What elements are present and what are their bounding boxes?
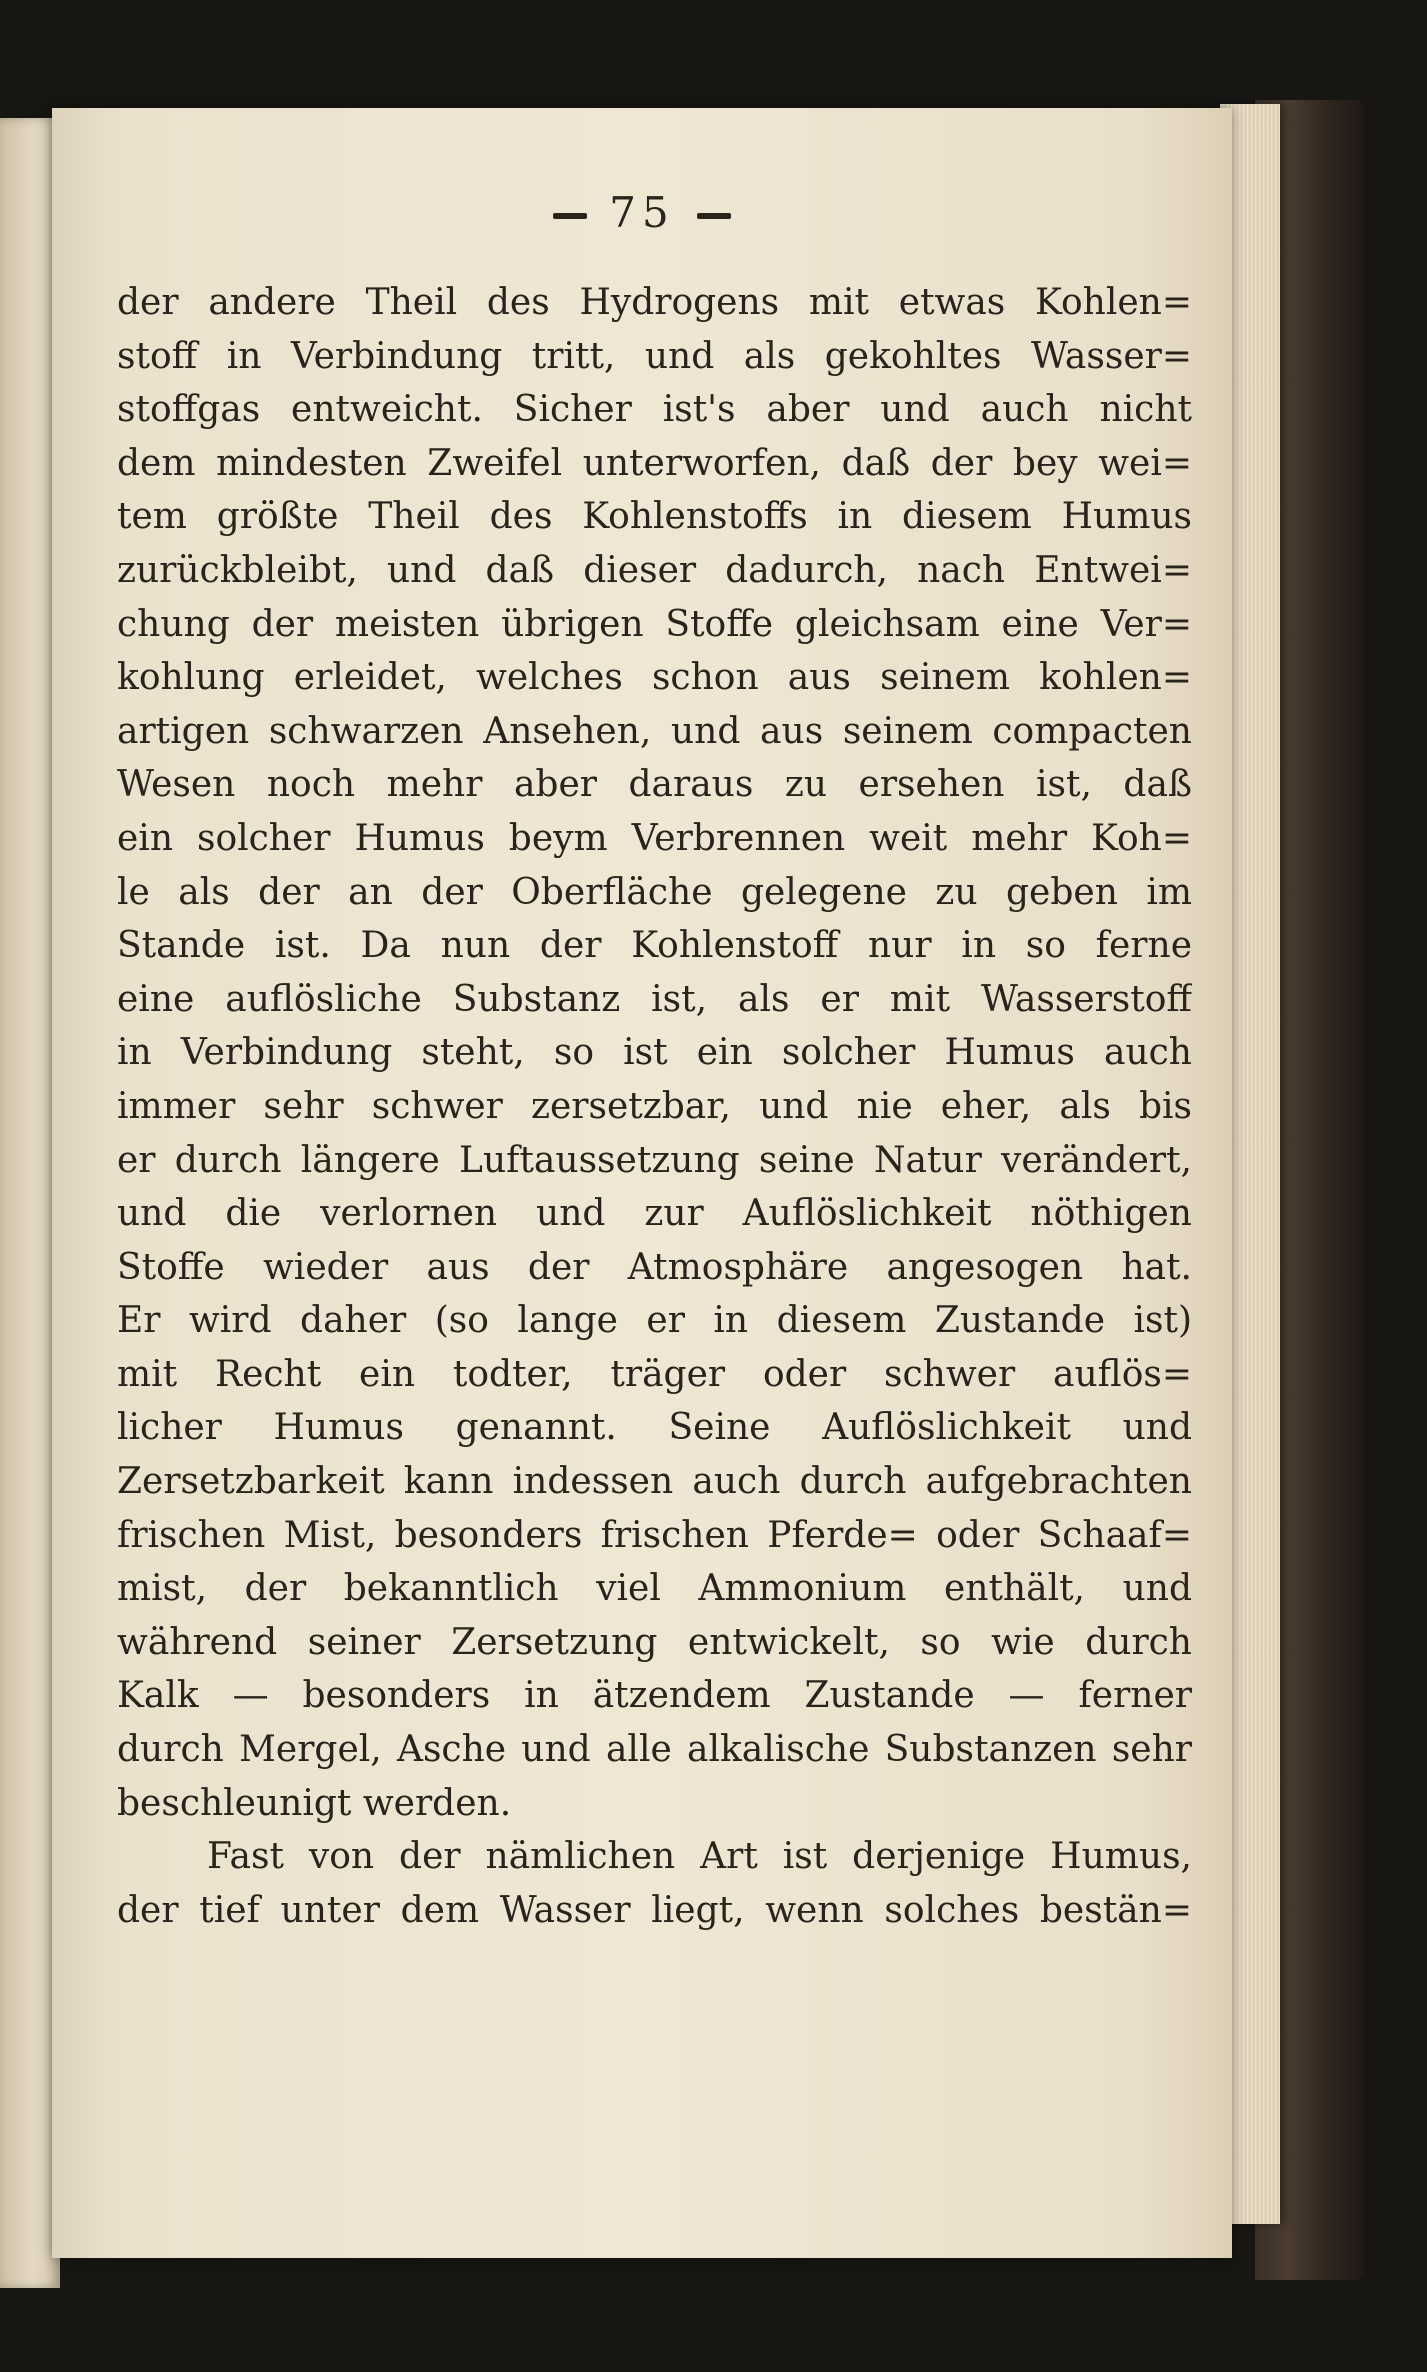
text-line: er durch längere Luftaussetzung seine Natur verändert, [117,1139,1192,1181]
text-line: Er wird daher (so lange er in diesem Zustande ist) [117,1300,1192,1342]
text-line: Kalk — besonders in ätzendem Zustande — ferner [117,1675,1192,1717]
text-line: frischen Mist, besonders frischen Pferde= oder Schaaf= [117,1514,1192,1556]
text-line: ein solcher Humus beym Verbrennen weit mehr Koh= [117,817,1192,859]
text-line: während seiner Zersetzung entwickelt, so wie durch [117,1621,1192,1663]
text-line: immer sehr schwer zersetzbar, und nie eher, als bis [117,1085,1192,1127]
book-page [52,108,1232,2258]
text-line: chung der meisten übrigen Stoffe gleichsam eine Ver= [117,603,1192,645]
text-line: mist, der bekanntlich viel Ammonium enthält, und [117,1568,1192,1610]
text-line: stoff in Verbindung tritt, und als gekohltes Wasser= [117,335,1192,377]
text-line: Stande ist. Da nun der Kohlenstoff nur in so ferne [117,925,1192,967]
text-line: Stoffe wieder aus der Atmosphäre angesogen hat. [117,1246,1192,1288]
paragraph-start-line: Fast von der nämlichen Art ist derjenige Humus, [207,1836,1192,1878]
text-line: mit Recht ein todter, träger oder schwer auflös= [117,1353,1192,1395]
text-line: durch Mergel, Asche und alle alkalische Substanzen sehr [117,1729,1192,1771]
text-line: in Verbindung steht, so ist ein solcher Humus auch [117,1032,1192,1074]
text-line: artigen schwarzen Ansehen, und aus seinem compacten [117,710,1192,752]
text-line: Zersetzbarkeit kann indessen auch durch aufgebrachten [117,1461,1192,1503]
text-line: Wesen noch mehr aber daraus zu ersehen ist, daß [117,764,1192,806]
left-page-edge [0,118,60,2288]
text-line: tem größte Theil des Kohlenstoffs in diesem Humus [117,496,1192,538]
text-line: zurückbleibt, und daß dieser dadurch, nach Entwei= [117,549,1192,591]
text-line: der tief unter dem Wasser liegt, wenn solches bestän= [117,1889,1192,1931]
page-header [52,188,1232,237]
text-line: und die verlornen und zur Auflöslichkeit nöthigen [117,1193,1192,1235]
header-dash-right [697,213,731,219]
text-line: eine auflösliche Substanz ist, als er mit Wasserstoff [117,978,1192,1020]
page-number: 75 [609,188,675,237]
text-line: der andere Theil des Hydrogens mit etwas Kohlen= [117,282,1192,323]
paragraph-end-line: beschleunigt werden. [117,1782,512,1824]
text-line: le als der an der Oberfläche gelegene zu geben im [117,871,1192,913]
text-line: dem mindesten Zweifel unterworfen, daß der bey wei= [117,442,1192,484]
body-text [117,276,1192,1937]
text-line: kohlung erleidet, welches schon aus seinem kohlen= [117,657,1192,699]
text-line: licher Humus genannt. Seine Auflöslichkeit und [117,1407,1192,1449]
text-line: stoffgas entweicht. Sicher ist's aber und auch nicht [117,389,1192,431]
header-dash-left [553,213,587,219]
